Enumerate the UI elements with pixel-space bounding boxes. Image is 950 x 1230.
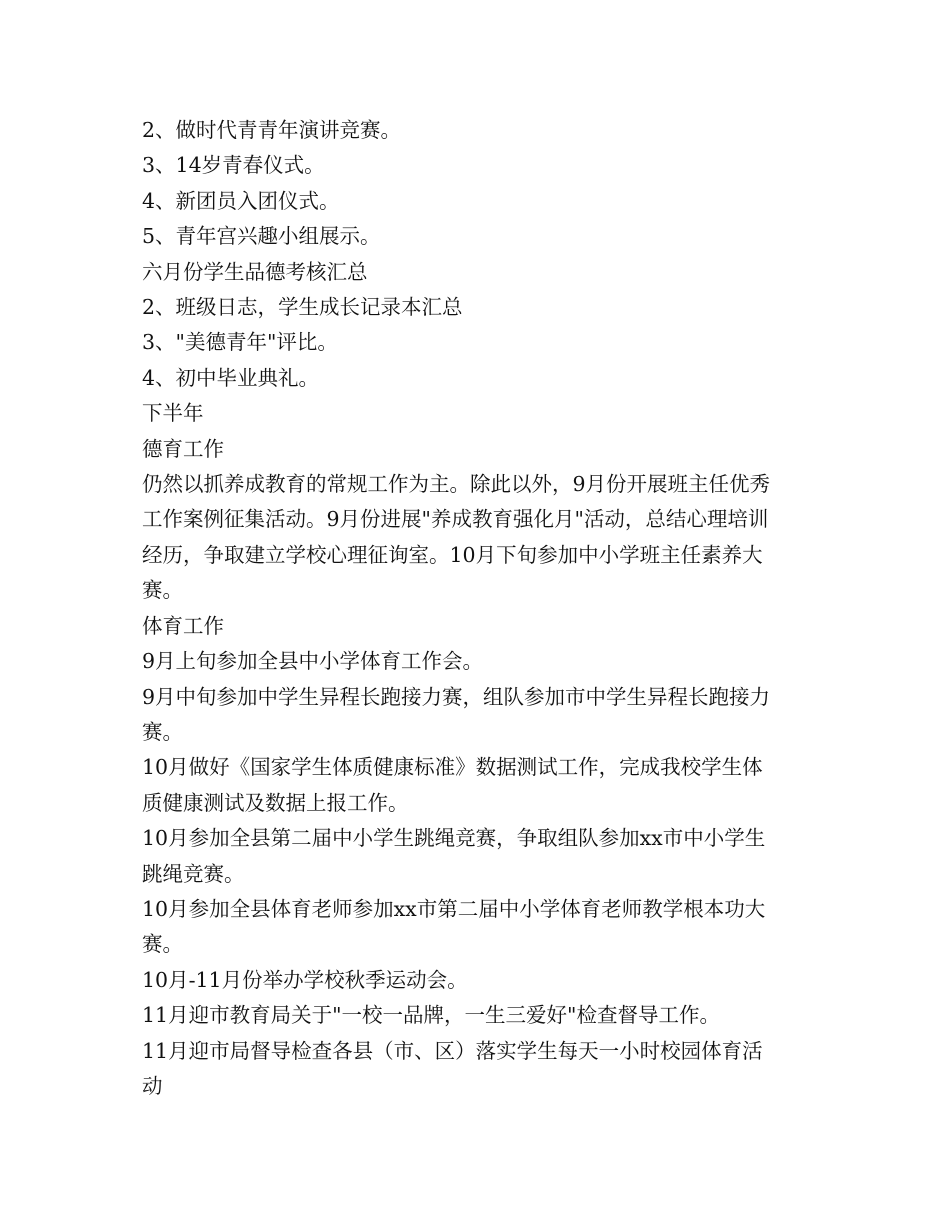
paragraph-line: 10月参加全县体育老师参加xx市第二届中小学体育老师教学根本功大 [142,896,766,921]
section-heading: 六月份学生品德考核汇总 [142,259,368,284]
paragraph-line: 跳绳竞赛。 [142,861,245,886]
list-item: 2、班级日志，学生成长记录本汇总 [142,295,463,320]
paragraph-line: 10月参加全县第二届中小学生跳绳竞赛，争取组队参加xx市中小学生 [142,826,766,851]
paragraph-line: 质健康测试及数据上报工作。 [142,790,409,815]
list-item: 4、初中毕业典礼。 [142,365,320,390]
document-body [142,113,814,1104]
paragraph-line: 赛。 [142,719,183,744]
list-item: 3、"美德青年"评比。 [142,330,338,355]
section-heading: 德育工作 [142,436,224,461]
paragraph-line: 9月上旬参加全县中小学体育工作会。 [142,649,484,674]
paragraph-line: 10月-11月份举办学校秋季运动会。 [142,967,468,992]
list-item: 5、青年宫兴趣小组展示。 [142,224,381,249]
section-heading: 下半年 [142,401,204,426]
paragraph-line: 工作案例征集活动。9月份进展"养成教育强化月"活动，总结心理培训 [142,507,769,532]
paragraph-line: 动 [142,1073,163,1098]
section-heading: 体育工作 [142,613,224,638]
list-item: 4、新团员入团仪式。 [142,188,340,213]
paragraph-line: 9月中旬参加中学生异程长跑接力赛，组队参加市中学生异程长跑接力 [142,684,771,709]
paragraph-line: 仍然以抓养成教育的常规工作为主。除此以外，9月份开展班主任优秀 [142,472,771,497]
list-item: 3、14岁青春仪式。 [142,153,325,178]
paragraph-line: 10月做好《国家学生体质健康标准》数据测试工作，完成我校学生体 [142,755,763,780]
paragraph-line: 11月迎市局督导检查各县（市、区）落实学生每天一小时校园体育活 [142,1038,763,1063]
list-item: 2、做时代青青年演讲竞赛。 [142,118,402,142]
paragraph-line: 11月迎市教育局关于"一校一品牌，一生三爱好"检查督导工作。 [142,1003,720,1028]
paragraph-line: 赛。 [142,578,183,603]
paragraph-line: 经历，争取建立学校心理征询室。10月下旬参加中小学班主任素养大 [142,542,763,567]
paragraph-line: 赛。 [142,932,183,957]
